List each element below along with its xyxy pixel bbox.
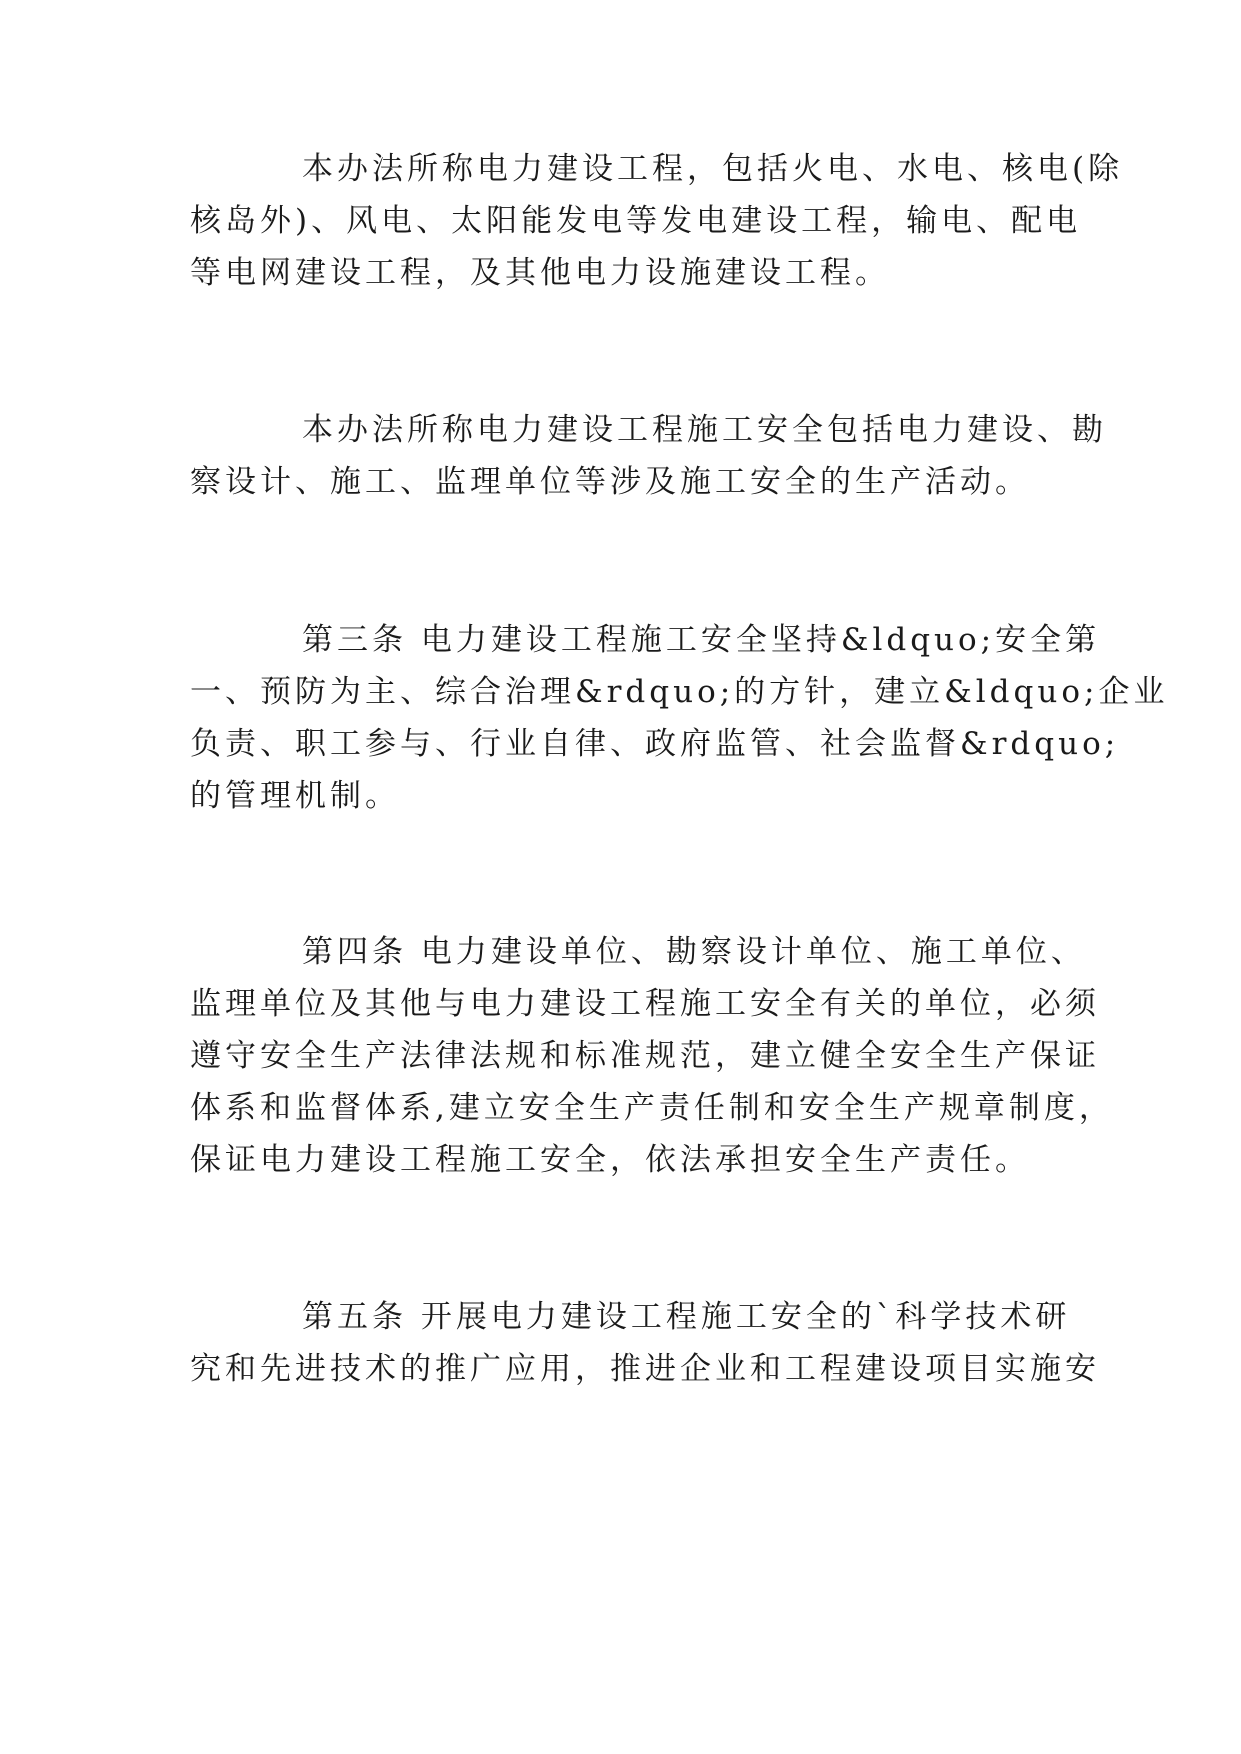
article-4-line-4: 体系和监督体系,建立安全生产责任制和安全生产规章制度， (190, 1090, 1114, 1126)
paragraph-2-line-1: 本办法所称电力建设工程施工安全包括电力建设、勘 (302, 412, 1107, 448)
article-3-line-2: 一、预防为主、综合治理&rdquo;的方针，建立&ldquo;企业 (190, 674, 1169, 710)
article-4-line-5: 保证电力建设工程施工安全，依法承担安全生产责任。 (190, 1142, 1030, 1178)
paragraph-1-line-3: 等电网建设工程，及其他电力设施建设工程。 (190, 255, 890, 291)
article-4-line-3: 遵守安全生产法律法规和标准规范，建立健全安全生产保证 (190, 1038, 1100, 1074)
article-3-line-4: 的管理机制。 (190, 778, 400, 814)
article-3-line-1: 第三条 电力建设工程施工安全坚持&ldquo;安全第 (302, 622, 1101, 658)
article-4-line-1: 第四条 电力建设单位、勘察设计单位、施工单位、 (302, 934, 1086, 970)
article-5-line-2: 究和先进技术的推广应用，推进企业和工程建设项目实施安 (190, 1351, 1100, 1387)
article-5-line-1: 第五条 开展电力建设工程施工安全的`科学技术研 (302, 1299, 1071, 1335)
article-4-line-2: 监理单位及其他与电力建设工程施工安全有关的单位，必须 (190, 986, 1100, 1022)
paragraph-1-line-1: 本办法所称电力建设工程，包括火电、水电、核电(除 (302, 151, 1124, 187)
article-3-line-3: 负责、职工参与、行业自律、政府监管、社会监督&rdquo; (190, 726, 1120, 762)
paragraph-1-line-2: 核岛外)、风电、太阳能发电等发电建设工程，输电、配电 (190, 203, 1082, 239)
paragraph-2-line-2: 察设计、施工、监理单位等涉及施工安全的生产活动。 (190, 464, 1030, 500)
